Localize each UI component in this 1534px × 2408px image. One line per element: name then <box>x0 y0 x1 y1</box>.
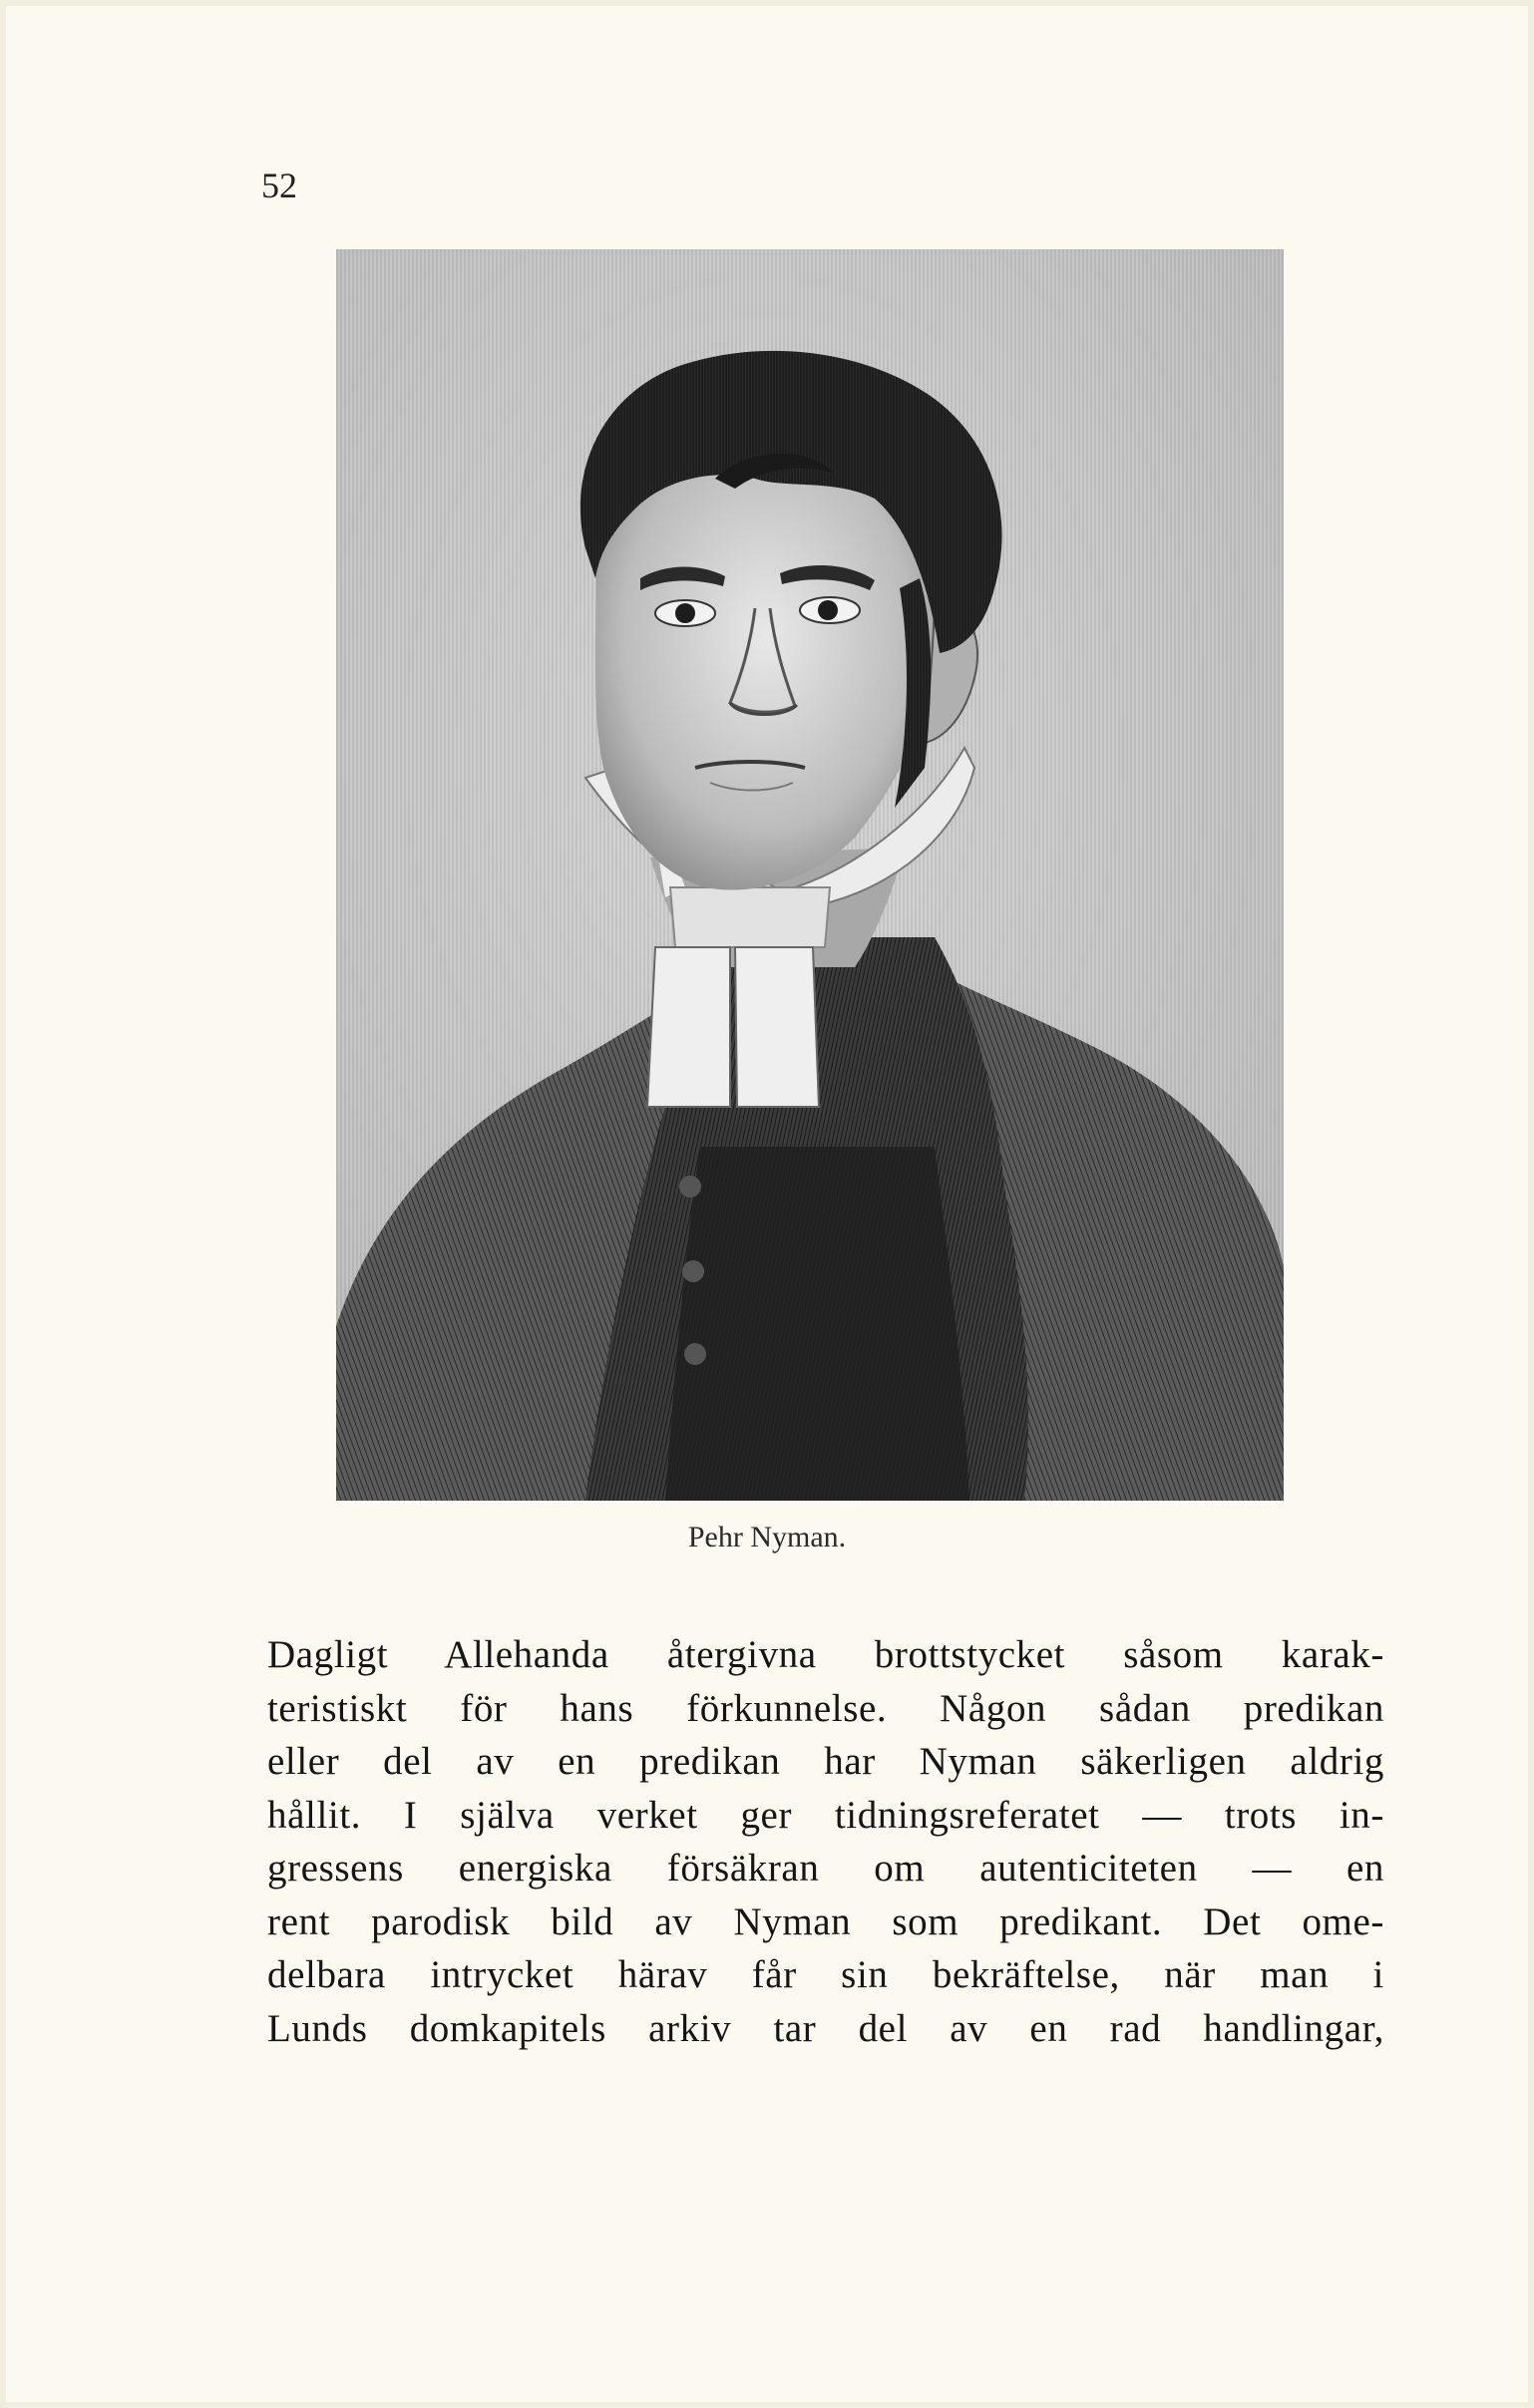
paragraph-line: gressens energiska försäkran om autenticiteten — en <box>267 1847 1384 1890</box>
page-number: 52 <box>261 166 297 205</box>
paragraph-line: rent parodisk bild av Nyman som predikant. Det ome- <box>267 1899 1384 1943</box>
paragraph-line: eller del av en predikan har Nyman säkerligen aldrig <box>267 1740 1384 1783</box>
paragraph-line: Lunds domkapitels arkiv tar del av en rad handlingar, <box>267 2006 1384 2050</box>
portrait-caption: Pehr Nyman. <box>687 1521 847 1553</box>
paragraph-line: delbara intrycket härav får sin bekräftelse, när man i <box>267 1953 1384 1996</box>
portrait-illustration <box>336 249 1284 1501</box>
paragraph-line: hållit. I själva verket ger tidningsreferatet — trots in- <box>267 1793 1384 1837</box>
portrait-engraving-icon <box>336 249 1284 1501</box>
body-paragraph <box>267 1628 1384 2055</box>
paragraph-line: teristiskt för hans förkunnelse. Någon sådan predikan <box>267 1686 1384 1730</box>
paragraph-line: Dagligt Allehanda återgivna brottstycket såsom karak- <box>267 1633 1384 1676</box>
